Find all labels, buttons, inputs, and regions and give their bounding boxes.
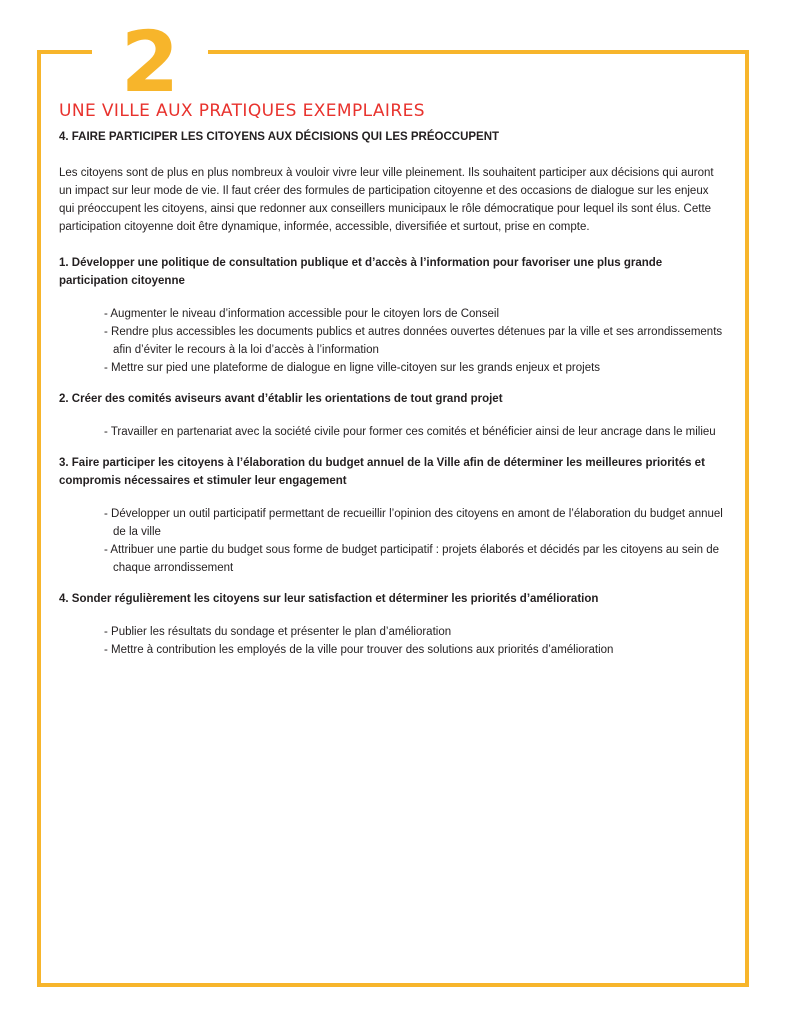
measure-4 [59, 590, 731, 659]
list-item: - Mettre sur pied une plateforme de dialogue en ligne ville-citoyen sur les grands enjeux et projets [104, 362, 601, 374]
bullet-list [104, 623, 724, 659]
chapter-number: 2 [120, 13, 180, 111]
list-item: - Augmenter le niveau d’information accessible pour le citoyen lors de Conseil [104, 308, 500, 320]
list-item: - Travailler en partenariat avec la société civile pour former ces comités et bénéficier ainsi de leur ancrage dans le milieu [104, 426, 716, 438]
measure-2 [59, 390, 731, 441]
list-item: - Développer un outil participatif permettant de recueillir l’opinion des citoyens en amont de l’élaboration du budget annuel de la ville [104, 508, 723, 538]
measure-title: 4. Sonder régulièrement les citoyens sur leur satisfaction et déterminer les priorités d’amélioration [59, 593, 599, 605]
bullet-list [104, 505, 724, 577]
measure-title: 2. Créer des comités aviseurs avant d’établir les orientations de tout grand projet [59, 393, 503, 405]
list-item: - Rendre plus accessibles les documents publics et autres données ouvertes détenues par la ville et ses arrondissements afin d’éviter le recours à la loi d’accès à l’information [104, 326, 723, 356]
bullet-list [104, 305, 724, 377]
intro-paragraph: Les citoyens sont de plus en plus nombreux à vouloir vivre leur ville pleinement. Ils souhaitent participer aux décisions qui auront un impact sur leur mode de vie. Il faut créer des formules de participation citoyenne et des occasions de dialogue sur les enjeux qui préoccupent les citoyens, ainsi que redonner aux conseillers municipaux le rôle démocratique pour lequel ils sont élus. Cette participation citoyenne doit être dynamique, informée, accessible, diversifiée et surtout, prise en compte. [59, 167, 714, 233]
list-item: - Publier les résultats du sondage et présenter le plan d’amélioration [104, 626, 452, 638]
section-subtitle: 4. FAIRE PARTICIPER LES CITOYENS AUX DÉCISIONS QUI LES PRÉOCCUPENT [59, 131, 500, 143]
list-item: - Mettre à contribution les employés de la ville pour trouver des solutions aux priorités d’amélioration [104, 644, 614, 656]
measure-title: 3. Faire participer les citoyens à l’élaboration du budget annuel de la Ville afin de déterminer les meilleures priorités et compromis nécessaires et stimuler leur engagement [59, 457, 705, 487]
section-title: UNE VILLE AUX PRATIQUES EXEMPLAIRES [59, 101, 425, 121]
list-item: - Attribuer une partie du budget sous forme de budget participatif : projets élaborés et décidés par les citoyens au sein de chaque arrondissement [104, 544, 719, 574]
measure-3 [59, 454, 731, 577]
measure-title: 1. Développer une politique de consultation publique et d’accès à l’information pour favoriser une plus grande participation citoyenne [59, 257, 663, 287]
page-content [59, 100, 731, 672]
measure-1 [59, 254, 731, 377]
bullet-list [104, 423, 724, 441]
